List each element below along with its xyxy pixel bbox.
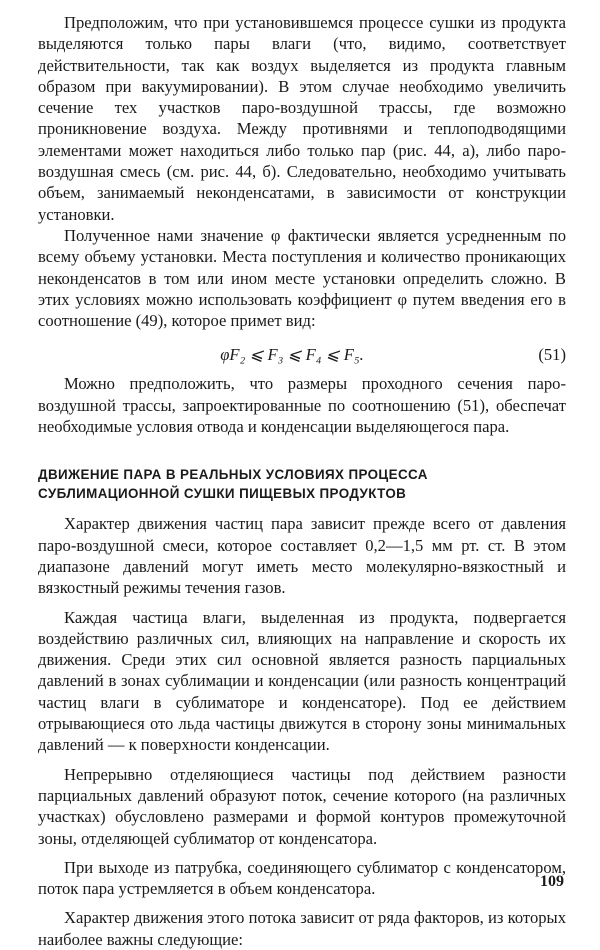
body-paragraph: При выходе из патрубка, соединяющего сублиматор с конденсатором, поток пара устремляется в объем конденсатора.	[38, 857, 566, 899]
section-heading	[38, 465, 566, 503]
body-paragraph: Полученное нами значение φ фактически является усредненным по всему объему установки. Места поступления и количество проникающих неконденсатов в том или ином месте установки определить сложно. В этих условиях можно использовать коэффициент φ путем введения его в соотношение (49), которое примет вид:	[38, 225, 566, 331]
body-paragraph: Предположим, что при установившемся процессе сушки из продукта выделяются только пары влаги (что, видимо, соответствует действительности, так как воздух выделяется из продукта главным образом при вакуумировании). В этом случае необходимо увеличить сечение тех участков паро-воздушной трассы, где возможно проникновение воздуха. Между противнями и теплоподводящими элементами может находиться либо только пар (рис. 44, а), либо паро-воздушная смесь (см. рис. 44, б). Следовательно, необходимо учитывать объем, занимаемый неконденсатами, в зависимости от конструкции установки.	[38, 13, 566, 224]
body-paragraph: Характер движения этого потока зависит от ряда факторов, из которых наиболее важны следующие:	[38, 908, 566, 949]
section-heading-line: ДВИЖЕНИЕ ПАРА В РЕАЛЬНЫХ УСЛОВИЯХ ПРОЦЕССА	[38, 467, 428, 483]
body-paragraph: Характер движения частиц пара зависит прежде всего от давления паро-воздушной смеси, которое составляет 0,2—1,5 мм рт. ст. В этом диапазоне давлений могут иметь место молекулярно-вязкостный и вязкостный режимы течения газов.	[38, 514, 566, 598]
formula-number: (51)	[538, 345, 566, 365]
body-paragraph: Непрерывно отделяющиеся частицы под действием разности парциальных давлений образуют поток, сечение которого (на различных участках) обусловлено размерами и формой контуров промежуточной зоны, отделяющей сублиматор от конденсатора.	[38, 764, 566, 848]
body-paragraph: Можно предположить, что размеры проходного сечения паро-воздушной трассы, запроектированные по соотношению (51), обеспечат необходимые условия отвода и конденсации выделяющегося пара.	[38, 374, 566, 437]
section-heading-line: СУБЛИМАЦИОННОЙ СУШКИ ПИЩЕВЫХ ПРОДУКТОВ	[38, 486, 407, 502]
formula-expression: φF₂ ⩽ F₃ ⩽ F₄ ⩽ F₅.	[220, 345, 364, 365]
body-paragraph: Каждая частица влаги, выделенная из продукта, подвергается воздействию различных сил, влияющих на направление и скорость их движения. Среди этих сил основной является разность парциальных давлений в зонах сублимации и конденсации (или разность концентраций частиц влаги в сублиматоре и конденсаторе). Под ее действием отрывающиеся ото льда частицы движутся в сторону зоны минимальных давлений — к поверхности конденсации.	[38, 607, 566, 755]
page-number: 109	[540, 873, 564, 890]
formula-block	[38, 337, 566, 373]
